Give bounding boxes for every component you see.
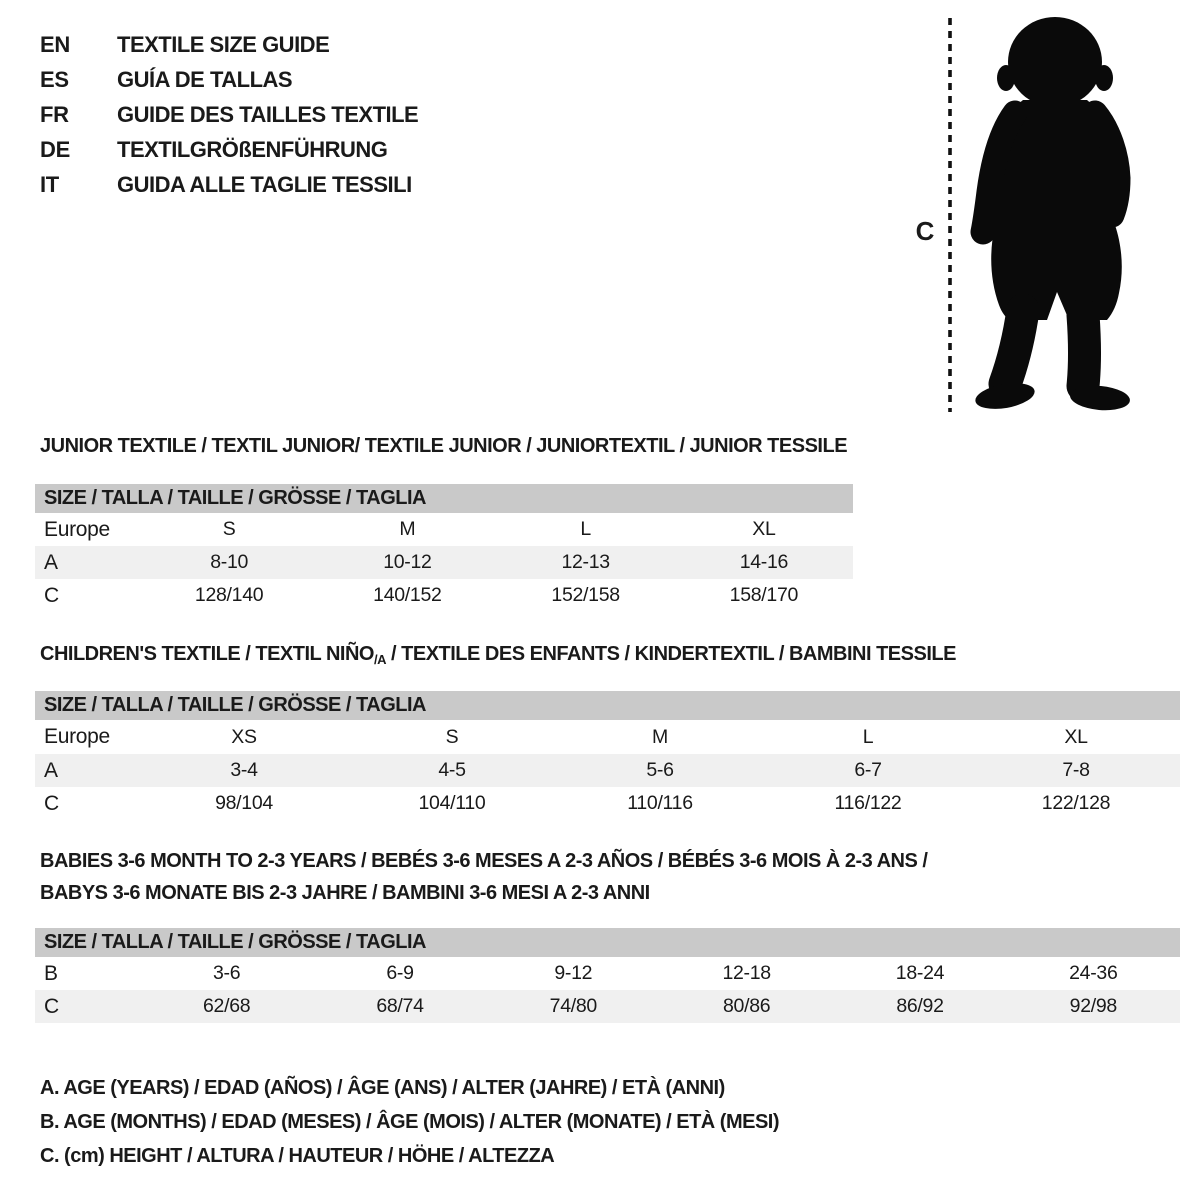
language-code: ES bbox=[40, 66, 69, 92]
months-cell: 9-12 bbox=[554, 962, 593, 984]
size-header-bar: SIZE / TALLA / TAILLE / GRÖSSE / TAGLIA bbox=[35, 928, 1180, 957]
months-cell: 3-6 bbox=[213, 962, 241, 984]
height-cell: 92/98 bbox=[1069, 995, 1117, 1017]
size-cell: M bbox=[652, 725, 668, 748]
children-height-row bbox=[35, 787, 1180, 820]
children-age-row bbox=[35, 754, 1180, 787]
language-label: GUIDE DES TAILLES TEXTILE bbox=[117, 101, 419, 127]
row-label: C bbox=[44, 994, 59, 1018]
age-cell: 7-8 bbox=[1062, 759, 1090, 781]
legend-age-months: B. AGE (MONTHS) / EDAD (MESES) / ÂGE (MOIS) / ALTER (MONATE) / ETÀ (MESI) bbox=[40, 1111, 780, 1133]
height-cell: 86/92 bbox=[896, 995, 944, 1017]
language-code: IT bbox=[40, 171, 59, 197]
size-cell: XS bbox=[231, 725, 257, 748]
row-label: A bbox=[44, 550, 58, 574]
babies-section-title-line2: BABYS 3-6 MONATE BIS 2-3 JAHRE / BAMBINI 3-6 MESI A 2-3 ANNI bbox=[40, 882, 650, 904]
age-cell: 5-6 bbox=[646, 759, 674, 781]
height-cell: 128/140 bbox=[194, 584, 264, 606]
size-header-bar: SIZE / TALLA / TAILLE / GRÖSSE / TAGLIA bbox=[35, 484, 853, 513]
children-title-subscript: /A bbox=[373, 652, 386, 667]
age-cell: 4-5 bbox=[438, 759, 466, 781]
row-label: B bbox=[44, 961, 58, 985]
months-cell: 24-36 bbox=[1069, 962, 1118, 984]
size-cell: S bbox=[445, 725, 459, 748]
height-cell: 158/170 bbox=[729, 584, 799, 606]
row-label: Europe bbox=[44, 725, 110, 748]
toddler-figure bbox=[905, 10, 1155, 418]
children-size-table bbox=[35, 691, 1180, 820]
height-cell: 116/122 bbox=[834, 792, 902, 814]
children-region-row bbox=[35, 720, 1180, 754]
babies-section-title-line1: BABIES 3-6 MONTH TO 2-3 YEARS / BEBÉS 3-6 MESES A 2-3 AÑOS / BÉBÉS 3-6 MOIS À 2-3 ANS / bbox=[40, 850, 928, 872]
age-cell: 8-10 bbox=[210, 551, 249, 573]
size-cell: S bbox=[222, 518, 236, 540]
junior-section-title: JUNIOR TEXTILE / TEXTIL JUNIOR/ TEXTILE JUNIOR / JUNIORTEXTIL / JUNIOR TESSILE bbox=[40, 435, 848, 457]
row-label: C bbox=[44, 583, 59, 607]
height-cell: 140/152 bbox=[373, 584, 442, 606]
language-label: GUÍA DE TALLAS bbox=[117, 66, 293, 92]
babies-height-row bbox=[35, 990, 1180, 1023]
language-label: GUIDA ALLE TAGLIE TESSILI bbox=[117, 171, 412, 197]
children-section-title bbox=[40, 643, 956, 667]
language-code: FR bbox=[40, 101, 69, 127]
junior-height-row bbox=[35, 579, 853, 612]
language-code: DE bbox=[40, 136, 70, 162]
months-cell: 6-9 bbox=[386, 962, 414, 984]
row-label: Europe bbox=[44, 517, 110, 541]
height-measure-label: C bbox=[915, 216, 935, 246]
height-cell: 74/80 bbox=[549, 995, 597, 1017]
height-cell: 152/158 bbox=[551, 584, 620, 606]
children-title-text: CHILDREN'S TEXTILE / TEXTIL NIÑO bbox=[40, 643, 374, 665]
babies-size-table bbox=[35, 928, 1180, 1023]
months-cell: 18-24 bbox=[895, 962, 945, 984]
height-cell: 80/86 bbox=[723, 995, 771, 1017]
height-cell: 122/128 bbox=[1041, 792, 1111, 814]
age-cell: 14-16 bbox=[739, 551, 789, 573]
height-cell: 110/116 bbox=[627, 792, 693, 814]
age-cell: 10-12 bbox=[383, 551, 432, 573]
language-row-en bbox=[40, 27, 418, 62]
babies-months-row bbox=[35, 957, 1180, 990]
size-cell: L bbox=[862, 725, 874, 748]
language-label: TEXTILE SIZE GUIDE bbox=[117, 31, 330, 57]
height-cell: 62/68 bbox=[203, 995, 251, 1017]
height-cell: 98/104 bbox=[215, 792, 273, 814]
legend bbox=[40, 1071, 779, 1173]
junior-size-table bbox=[35, 484, 853, 612]
language-row-it bbox=[40, 167, 418, 202]
age-cell: 12-13 bbox=[561, 551, 610, 573]
age-cell: 3-4 bbox=[230, 759, 258, 781]
legend-height: C. (cm) HEIGHT / ALTURA / HAUTEUR / HÖHE / ALTEZZA bbox=[40, 1145, 555, 1167]
size-cell: M bbox=[399, 518, 416, 540]
height-cell: 68/74 bbox=[376, 995, 424, 1017]
toddler-silhouette bbox=[973, 17, 1131, 413]
row-label: C bbox=[44, 791, 59, 815]
size-cell: L bbox=[580, 518, 591, 540]
size-header-bar: SIZE / TALLA / TAILLE / GRÖSSE / TAGLIA bbox=[35, 691, 1180, 720]
language-label: TEXTILGRÖßENFÜHRUNG bbox=[117, 136, 388, 162]
size-cell: XL bbox=[1064, 725, 1088, 748]
legend-age-years: A. AGE (YEARS) / EDAD (AÑOS) / ÂGE (ANS) / ALTER (JAHRE) / ETÀ (ANNI) bbox=[40, 1077, 725, 1099]
language-row-es bbox=[40, 62, 418, 97]
language-row-de bbox=[40, 132, 418, 167]
language-list bbox=[40, 27, 418, 202]
height-cell: 104/110 bbox=[418, 792, 486, 814]
size-cell: XL bbox=[752, 518, 776, 540]
months-cell: 12-18 bbox=[722, 962, 771, 984]
row-label: A bbox=[44, 758, 58, 782]
junior-region-row bbox=[35, 513, 853, 546]
language-code: EN bbox=[40, 31, 70, 57]
children-title-text: / TEXTILE DES ENFANTS / KINDERTEXTIL / BAMBINI TESSILE bbox=[385, 643, 956, 665]
language-row-fr bbox=[40, 97, 418, 132]
age-cell: 6-7 bbox=[854, 759, 882, 781]
junior-age-row bbox=[35, 546, 853, 579]
